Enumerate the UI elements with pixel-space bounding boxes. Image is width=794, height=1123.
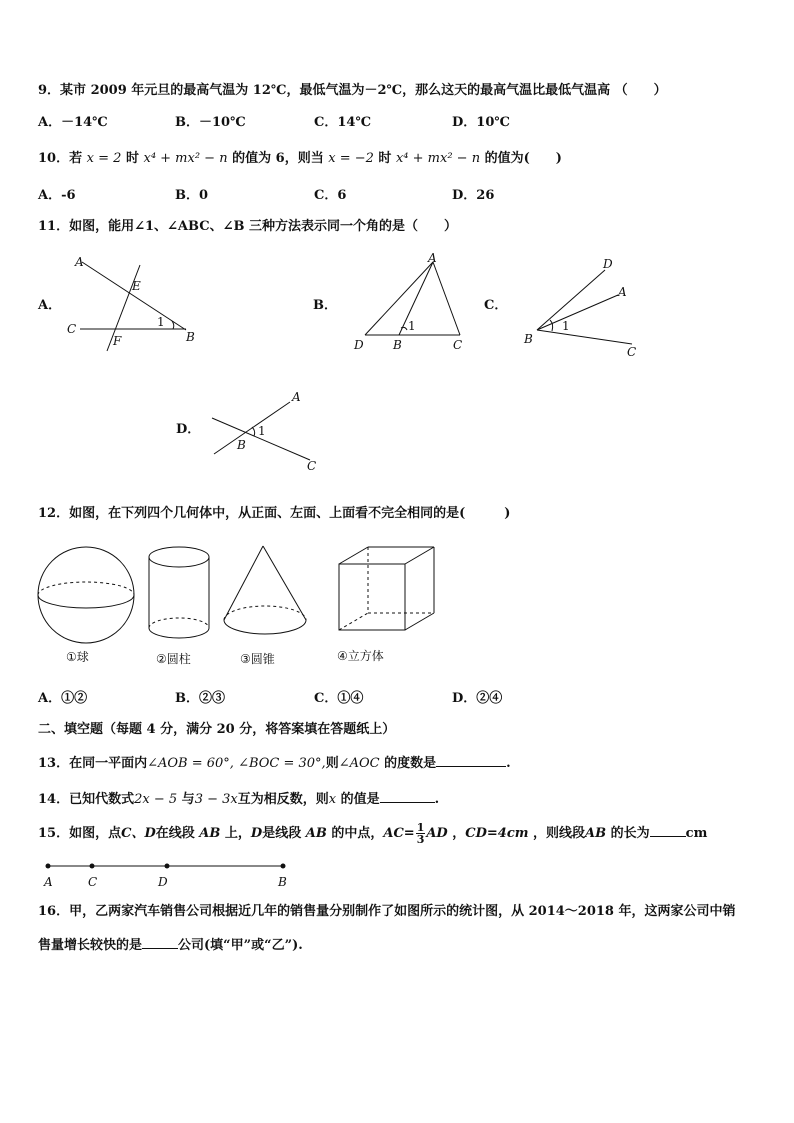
q12-option-d: D．②④ xyxy=(452,691,503,706)
q9-stem: 9．某市 2009 年元旦的最高气温为 12℃，最低气温为－2℃，那么这天的最高气温比最低气温高 （ ） xyxy=(38,83,667,98)
fig-a-label-1: 1 xyxy=(157,315,165,329)
cube-shape xyxy=(339,547,434,630)
q11-option-d-label: D． xyxy=(176,422,201,437)
q16-answer-blank[interactable] xyxy=(142,936,178,949)
fig-d-label-c: C xyxy=(307,459,317,473)
fig-d-label-1: 1 xyxy=(258,424,266,438)
q11-figure-c xyxy=(515,250,645,360)
fig-c-label-a: A xyxy=(618,285,627,299)
q12-option-b: B．②③ xyxy=(175,691,225,706)
q12-stem: 12．如图，在下列四个几何体中，从正面、左面、上面看不完全相同的是( ) xyxy=(38,506,511,521)
q9-option-b: B．－10℃ xyxy=(175,115,246,130)
fig-a-label-e: E xyxy=(132,279,141,293)
section-2-heading: 二、填空题（每题 4 分，满分 20 分，将答案填在答题纸上） xyxy=(38,722,396,737)
q9-option-d: D．10℃ xyxy=(452,115,510,130)
fig-c-label-1: 1 xyxy=(562,319,570,333)
fig-a-label-f: F xyxy=(113,334,122,348)
q14-stem: 14．已知代数式2x − 5 与3 − 3x互为相反数，则x 的值是 . xyxy=(38,792,440,807)
fig-a-label-a: A xyxy=(75,255,84,269)
q10-stem: 10．若 x = 2 时 x⁴ + mx² − n 的值为 6，则当 x = −2 时 x⁴ + mx² − n 的值为( ) xyxy=(38,151,562,166)
caption-cone: ③圆锥 xyxy=(240,652,275,666)
caption-cube: ④立方体 xyxy=(337,649,384,663)
q12-option-a: A．①② xyxy=(38,691,88,706)
q16-line1: 16．甲，乙两家汽车销售公司根据近几年的销售量分别制作了如图所示的统计图，从 2014～2018 年，这两家公司中销 xyxy=(38,904,736,919)
fig-c-label-c: C xyxy=(627,345,637,359)
q11-figure-a xyxy=(60,250,210,360)
q11-figure-d xyxy=(200,385,330,475)
q15-fraction: $\frac{1}{3}$ xyxy=(416,821,425,846)
q13-answer-blank[interactable] xyxy=(436,754,506,767)
segment-label-a: A xyxy=(44,875,53,889)
q9-option-a: A．－14℃ xyxy=(38,115,108,130)
segment-label-d: D xyxy=(158,875,168,889)
q11-option-c-label: C． xyxy=(484,298,508,313)
fig-c-label-b: B xyxy=(524,332,533,346)
fig-b-label-c: C xyxy=(453,338,463,352)
fig-b-label-1: 1 xyxy=(408,319,416,333)
cone-shape xyxy=(224,546,306,634)
q11-option-b-label: B． xyxy=(313,298,337,313)
q10-option-d: D．26 xyxy=(452,188,495,203)
q9-option-c: C．14℃ xyxy=(314,115,372,130)
q13-stem: 13．在同一平面内∠AOB = 60°, ∠BOC = 30°,则∠AOC 的度数是 . xyxy=(38,756,511,771)
q14-answer-blank[interactable] xyxy=(380,790,435,803)
q12-option-c: C．①④ xyxy=(314,691,364,706)
segment-label-c: C xyxy=(88,875,98,889)
segment-label-b: B xyxy=(278,875,287,889)
fig-b-label-a: A xyxy=(428,251,437,265)
q10-option-a: A．-6 xyxy=(38,188,76,203)
q10-option-c: C．6 xyxy=(314,188,347,203)
fig-d-label-b: B xyxy=(237,438,246,452)
fig-d-label-a: A xyxy=(292,390,301,404)
fig-a-label-c: C xyxy=(67,322,77,336)
sphere-shape xyxy=(38,547,134,643)
q15-stem: 15．如图，点C、D在线段 AB 上，D是线段 AB 的中点，AC= $\frac{1}{3}$ AD ，CD=4cm ，则线段AB 的长为 cm xyxy=(38,821,708,846)
fig-b-label-d: D xyxy=(354,338,364,352)
caption-sphere: ①球 xyxy=(66,650,89,664)
fig-a-label-b: B xyxy=(186,330,195,344)
q11-figure-b xyxy=(350,250,475,355)
q15-segment-figure xyxy=(40,858,300,892)
fig-c-label-d: D xyxy=(603,257,613,271)
cylinder-shape xyxy=(149,547,209,638)
q10-option-b: B．0 xyxy=(175,188,209,203)
fig-b-label-b: B xyxy=(393,338,402,352)
q11-stem: 11．如图，能用∠1、∠ABC、∠B 三种方法表示同一个角的是（ ） xyxy=(38,219,457,234)
caption-cylinder: ②圆柱 xyxy=(156,652,191,666)
q16-line2: 售量增长较快的是 公司(填“甲”或“乙”). xyxy=(38,938,303,953)
q11-option-a-label: A． xyxy=(38,298,62,313)
q15-answer-blank[interactable] xyxy=(650,824,686,837)
